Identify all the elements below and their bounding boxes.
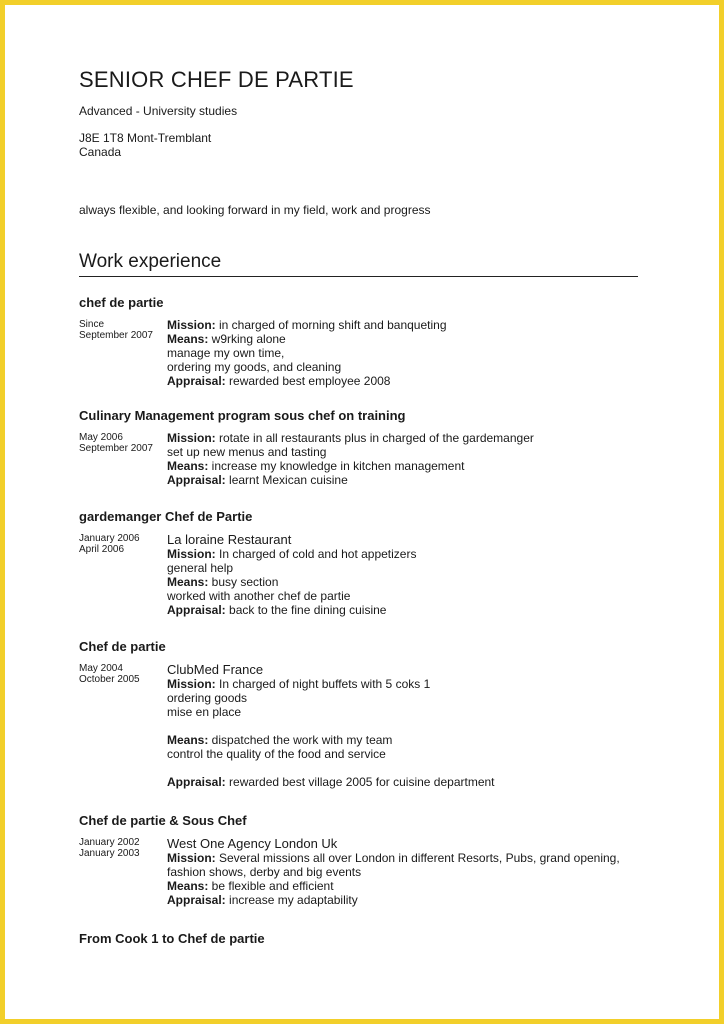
date-end: October 2005	[79, 674, 140, 685]
job-entry	[79, 639, 659, 789]
section-title-work-experience: Work experience	[79, 250, 638, 277]
job-entry	[79, 509, 659, 617]
job-title: chef de partie	[79, 295, 164, 310]
detail-line	[167, 431, 659, 445]
detail-text: rewarded best village 2005 for cuisine department	[225, 775, 495, 789]
detail-text: manage my own time,	[167, 346, 285, 360]
address	[79, 131, 659, 159]
detail-text: rotate in all restaurants plus in charged of the gardemanger	[215, 431, 534, 445]
detail-text: learnt Mexican cuisine	[225, 473, 348, 487]
detail-line	[167, 332, 659, 346]
detail-line	[167, 561, 659, 575]
detail-label: Means:	[167, 879, 209, 893]
detail-text: w9rking alone	[208, 332, 286, 346]
detail-line	[167, 547, 659, 561]
detail-label: Means:	[167, 575, 209, 589]
page-title: SENIOR CHEF DE PARTIE	[79, 67, 354, 92]
detail-line	[167, 603, 659, 617]
detail-line	[167, 374, 659, 388]
resume-header	[79, 67, 659, 217]
detail-line	[167, 705, 659, 719]
detail-text: set up new menus and tasting	[167, 445, 327, 459]
address-line-1: J8E 1T8 Mont-Tremblant	[79, 131, 212, 145]
job-dates	[79, 318, 167, 388]
detail-line	[167, 575, 659, 589]
detail-label: Appraisal:	[167, 775, 226, 789]
detail-text: fashion shows, derby and big events	[167, 865, 362, 879]
address-line-2: Canada	[79, 145, 122, 159]
detail-line	[167, 719, 659, 733]
detail-label: Appraisal:	[167, 893, 226, 907]
detail-text: back to the fine dining cuisine	[225, 603, 387, 617]
job-details	[167, 836, 659, 907]
date-end: January 2003	[79, 848, 140, 859]
job-title: From Cook 1 to Chef de partie	[79, 931, 265, 946]
objective: always flexible, and looking forward in my field, work and progress	[79, 203, 431, 217]
date-start: January 2006	[79, 533, 140, 544]
job-title: gardemanger Chef de Partie	[79, 509, 253, 524]
detail-line	[167, 851, 659, 865]
detail-text: busy section	[208, 575, 279, 589]
detail-label: Appraisal:	[167, 603, 226, 617]
job-title: Chef de partie	[79, 639, 166, 654]
job-list	[79, 295, 659, 954]
job-title: Culinary Management program sous chef on training	[79, 408, 406, 423]
detail-label: Appraisal:	[167, 374, 226, 388]
date-start: May 2004	[79, 663, 123, 674]
date-start: January 2002	[79, 837, 140, 848]
education-level: Advanced - University studies	[79, 104, 238, 118]
job-details	[167, 431, 659, 487]
detail-line	[167, 879, 659, 893]
detail-text: ordering goods	[167, 691, 248, 705]
date-start: Since	[79, 319, 105, 330]
job-details	[167, 318, 659, 388]
resume-page	[5, 5, 719, 1019]
job-dates	[79, 836, 167, 907]
job-dates	[79, 662, 167, 789]
date-end: September 2007	[79, 330, 153, 341]
detail-text: In charged of cold and hot appetizers	[215, 547, 417, 561]
company-name: ClubMed France	[167, 662, 264, 677]
detail-text: be flexible and efficient	[208, 879, 334, 893]
detail-line	[167, 473, 659, 487]
detail-text: In charged of night buffets with 5 coks 1	[215, 677, 431, 691]
company-name: La loraine Restaurant	[167, 532, 292, 547]
detail-label: Mission:	[167, 851, 216, 865]
detail-line	[167, 445, 659, 459]
detail-line	[167, 589, 659, 603]
detail-line	[167, 360, 659, 374]
job-body	[79, 431, 659, 487]
detail-text: control the quality of the food and service	[167, 747, 386, 761]
job-dates	[79, 532, 167, 617]
date-end: September 2007	[79, 443, 153, 454]
detail-line	[167, 775, 659, 789]
detail-label: Means:	[167, 733, 209, 747]
detail-line	[167, 318, 659, 332]
detail-label: Mission:	[167, 318, 216, 332]
detail-line	[167, 747, 659, 761]
detail-line	[167, 893, 659, 907]
detail-line	[167, 865, 659, 879]
detail-text: dispatched the work with my team	[208, 733, 393, 747]
detail-line	[167, 346, 659, 360]
detail-label: Mission:	[167, 547, 216, 561]
job-title: Chef de partie & Sous Chef	[79, 813, 247, 828]
job-entry	[79, 408, 659, 487]
detail-line	[167, 459, 659, 473]
detail-text: worked with another chef de partie	[167, 589, 351, 603]
detail-label: Appraisal:	[167, 473, 226, 487]
company-name: West One Agency London Uk	[167, 836, 338, 851]
detail-text: in charged of morning shift and banqueting	[215, 318, 447, 332]
detail-text: increase my adaptability	[225, 893, 358, 907]
detail-text: ordering my goods, and cleaning	[167, 360, 342, 374]
job-body	[79, 532, 659, 617]
detail-line	[167, 761, 659, 775]
job-body	[79, 662, 659, 789]
detail-text: increase my knowledge in kitchen management	[208, 459, 465, 473]
job-details	[167, 532, 659, 617]
job-body	[79, 318, 659, 388]
job-dates	[79, 431, 167, 487]
job-details	[167, 662, 659, 789]
detail-label: Means:	[167, 332, 209, 346]
detail-text: rewarded best employee 2008	[225, 374, 391, 388]
detail-text: general help	[167, 561, 234, 575]
date-end: April 2006	[79, 544, 125, 555]
job-entry	[79, 813, 659, 907]
detail-line	[167, 691, 659, 705]
job-entry	[79, 295, 659, 388]
detail-text: Several missions all over London in different Resorts, Pubs, grand opening,	[215, 851, 620, 865]
date-start: May 2006	[79, 432, 123, 443]
detail-text: mise en place	[167, 705, 242, 719]
detail-line	[167, 677, 659, 691]
detail-label: Mission:	[167, 677, 216, 691]
job-entry	[79, 931, 659, 947]
detail-label: Mission:	[167, 431, 216, 445]
detail-label: Means:	[167, 459, 209, 473]
detail-line	[167, 733, 659, 747]
job-body	[79, 836, 659, 907]
